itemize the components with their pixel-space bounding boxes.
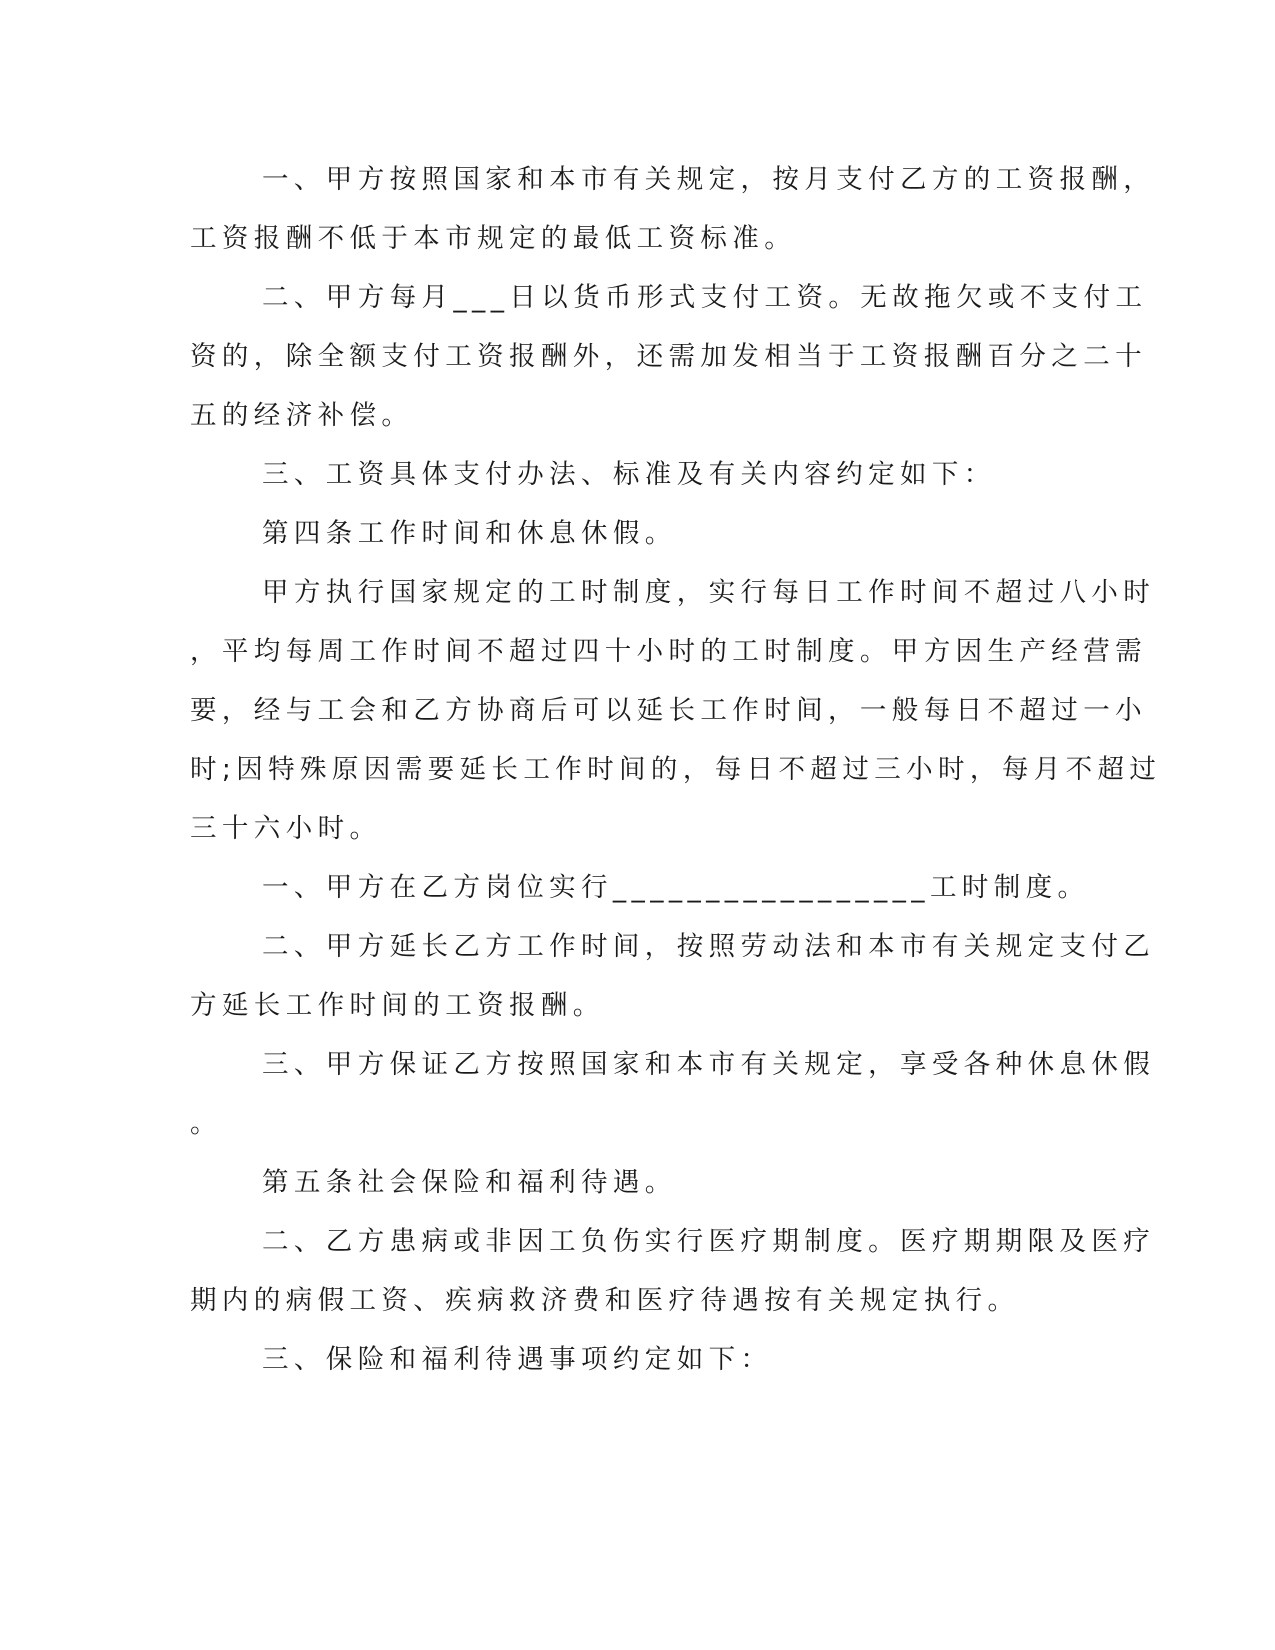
article-4-heading: 第四条工作时间和休息休假。 <box>262 518 677 549</box>
hours-clause-2-line-2: 方延长工作时间的工资报酬。 <box>190 990 605 1021</box>
working-hours-line-3: 要，经与工会和乙方协商后可以延长工作时间，一般每日不超过一小 <box>190 695 1147 726</box>
clause-4-2-line-2: 资的，除全额支付工资报酬外，还需加发相当于工资报酬百分之二十 <box>190 341 1147 372</box>
working-hours-line-5: 三十六小时。 <box>190 813 382 844</box>
clause-4-3: 三、工资具体支付办法、标准及有关内容约定如下： <box>262 459 996 490</box>
working-hours-line-2: ，平均每周工作时间不超过四十小时的工时制度。甲方因生产经营需 <box>190 636 1147 667</box>
hours-clause-2-line-1: 二、甲方延长乙方工作时间，按照劳动法和本市有关规定支付乙 <box>262 931 1156 962</box>
article-5-heading: 第五条社会保险和福利待遇。 <box>262 1167 677 1198</box>
clause-4-1-line-1: 一、甲方按照国家和本市有关规定，按月支付乙方的工资报酬， <box>262 164 1156 195</box>
insurance-clause-3: 三、保险和福利待遇事项约定如下： <box>262 1344 773 1375</box>
working-hours-line-4: 时;因特殊原因需要延长工作时间的，每日不超过三小时，每月不超过 <box>190 754 1162 785</box>
hours-clause-1: 一、甲方在乙方岗位实行_________________工时制度。 <box>262 872 1090 903</box>
insurance-clause-2-line-1: 二、乙方患病或非因工负伤实行医疗期制度。医疗期期限及医疗 <box>262 1226 1156 1257</box>
clause-4-1-line-2: 工资报酬不低于本市规定的最低工资标准。 <box>190 223 797 254</box>
insurance-clause-2-line-2: 期内的病假工资、疾病救济费和医疗待遇按有关规定执行。 <box>190 1285 1020 1316</box>
hours-clause-3-line-1: 三、甲方保证乙方按照国家和本市有关规定，享受各种休息休假 <box>262 1049 1156 1080</box>
clause-4-2-line-1: 二、甲方每月___日以货币形式支付工资。无故拖欠或不支付工 <box>262 282 1148 313</box>
clause-4-2-line-3: 五的经济补偿。 <box>190 400 414 431</box>
hours-clause-3-line-2: 。 <box>190 1108 222 1139</box>
working-hours-line-1: 甲方执行国家规定的工时制度，实行每日工作时间不超过八小时 <box>262 577 1156 608</box>
